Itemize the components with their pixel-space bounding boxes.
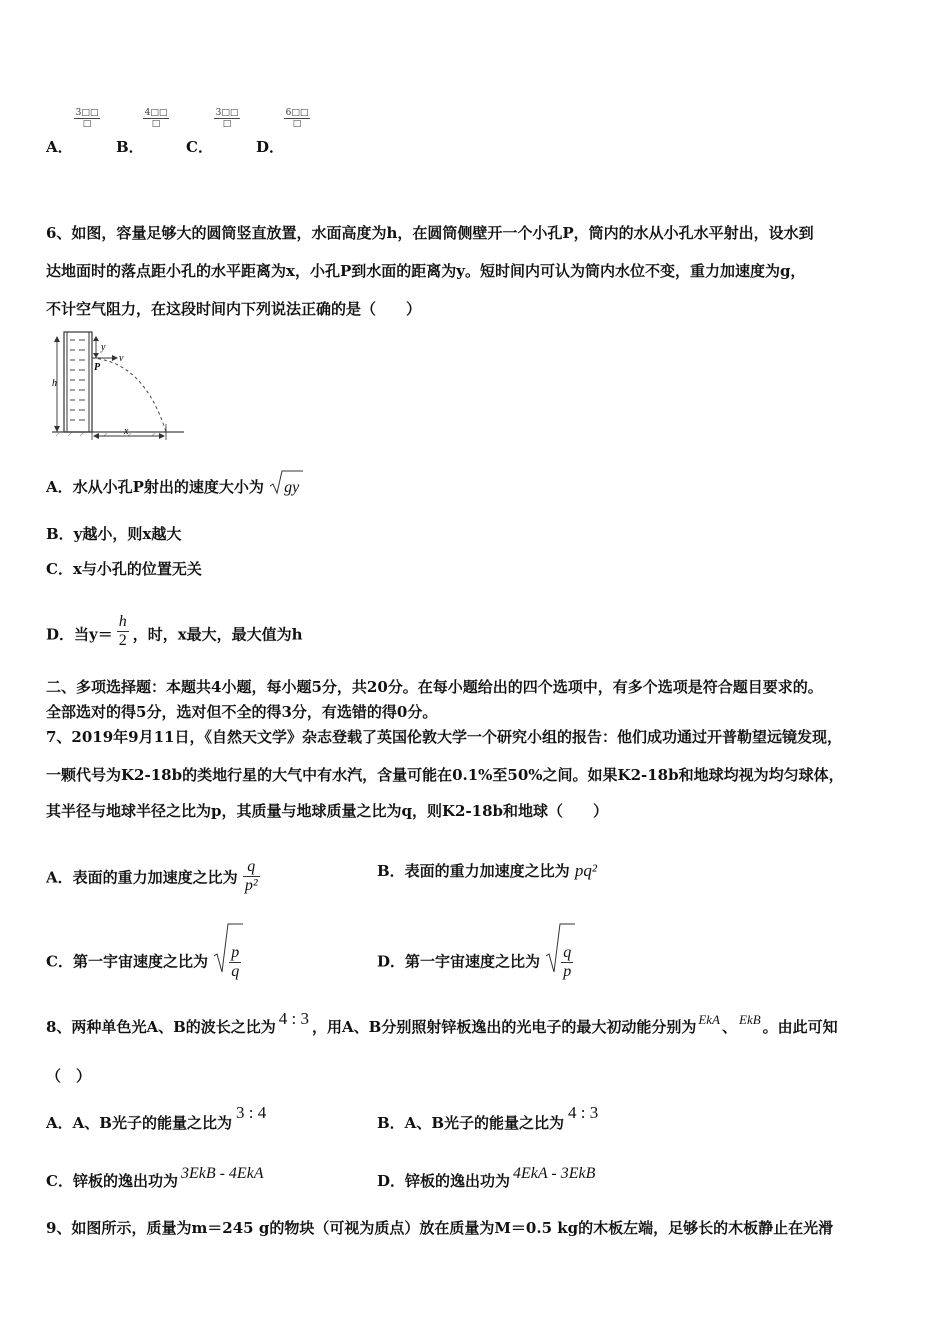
q6-line-1: 6、如图，容量足够大的圆筒竖直放置，水面高度为h，在圆筒侧壁开一个小孔P，筒内的水从小孔水平射出，设水到 — [46, 224, 814, 242]
q8-option-d: D．锌板的逸出功为 4EkA - 3EkB — [377, 1165, 596, 1190]
q5-option-b-fraction: 4□□ □ — [144, 108, 168, 129]
fraction-q-over-p2: $\frac{q}{\text{p²}}$ — [244, 858, 258, 894]
q5-option-c: C． — [186, 138, 213, 156]
label-v: v — [119, 353, 124, 364]
q6-figure-cylinder — [44, 328, 194, 444]
q5-option-c-fraction: 3□□ □ — [215, 108, 239, 129]
q7-option-b: B．表面的重力加速度之比为 pq² — [377, 861, 598, 880]
q8-line-1: 8、两种单色光A、B的波长之比为 4 : 3 ，用A、B分别照射锌板逸出的光电子的最大初动能分别为 EkA 、 EkB 。由此可知 — [46, 1009, 838, 1036]
q5-option-b: B． — [116, 138, 144, 156]
q6-option-d: D．当y＝ $\frac{h}{2}$ ，时，x最大，最大值为h — [46, 613, 303, 649]
sqrt-q-over-p: $\frac{q}{p}$ — [547, 944, 573, 981]
water-surface — [70, 340, 85, 420]
q5-option-a: A． — [46, 138, 73, 156]
section-2-line-1: 二、多项选择题：本题共4小题，每小题5分，共20分。在每小题给出的四个选项中，有多个选项是符合题目要求的。 — [46, 678, 823, 696]
sqrt-p-over-q: $\frac{p}{q}$ — [215, 944, 241, 981]
sqrt-sign-icon — [213, 922, 243, 974]
sqrt-sign-icon — [545, 922, 575, 974]
q7-line-1: 7、2019年9月11日，《自然天文学》杂志登载了英国伦敦大学一个研究小组的报告：他们成功通过开普勒望远镜发现， — [46, 728, 843, 746]
q8-line-2: （ ） — [46, 1067, 92, 1085]
label-p: P — [94, 362, 101, 373]
q7-line-3: 其半径与地球半径之比为p，其质量与地球质量之比为q，则K2-18b和地球（ ） — [46, 802, 609, 820]
q5-option-a-fraction: 3□□ □ — [75, 108, 99, 129]
label-h: h — [52, 378, 57, 389]
sqrt-gy: gy — [271, 478, 299, 497]
label-x: x — [124, 426, 129, 437]
q6-option-c: C．x与小孔的位置无关 — [46, 560, 202, 578]
q7-option-a: A．表面的重力加速度之比为 $\frac{q}{\text{p²}}$ — [46, 858, 258, 894]
q6-line-3: 不计空气阻力，在这段时间内下列说法正确的是（ ） — [46, 300, 422, 318]
sqrt-sign-icon — [269, 469, 303, 495]
trajectory — [92, 358, 166, 432]
q5-option-d: D． — [256, 138, 285, 156]
section-2-line-2: 全部选对的得5分，选对但不全的得3分，有选错的得0分。 — [46, 703, 438, 721]
q8-option-b: B．A、B光子的能量之比为4 : 3 — [377, 1103, 599, 1132]
q6-option-b: B．y越小，则x越大 — [46, 525, 182, 543]
q7-line-2: 一颗代号为K2-18b的类地行星的大气中有水汽，含量可能在0.1%至50%之间。如果K2-18b和地球均视为均匀球体， — [46, 766, 844, 784]
q6-line-2: 达地面时的落点距小孔的水平距离为x，小孔P到水面的距离为y。短时间内可认为筒内水位不变，重力加速度为g， — [46, 262, 806, 280]
label-y: y — [101, 342, 106, 353]
fraction-h-over-2: $\frac{h}{2}$ — [118, 613, 127, 649]
q6-option-a: A．水从小孔P射出的速度大小为 gy — [46, 476, 299, 497]
ground-hatch — [56, 432, 156, 436]
cylinder — [64, 332, 92, 432]
q7-option-c: C．第一宇宙速度之比为 $\frac{p}{q}$ — [46, 944, 241, 981]
q8-option-c: C．锌板的逸出功为 3EkB - 4EkA — [46, 1165, 264, 1190]
q5-option-d-fraction: 6□□ □ — [285, 108, 309, 129]
q9-line-1: 9、如图所示，质量为m＝245 g的物块（可视为质点）放在质量为M＝0.5 kg的木板左端，足够长的木板静止在光滑 — [46, 1219, 834, 1237]
q8-option-a: A．A、B光子的能量之比为3 : 4 — [46, 1103, 267, 1132]
q7-option-d: D．第一宇宙速度之比为 $\frac{q}{p}$ — [377, 944, 573, 981]
